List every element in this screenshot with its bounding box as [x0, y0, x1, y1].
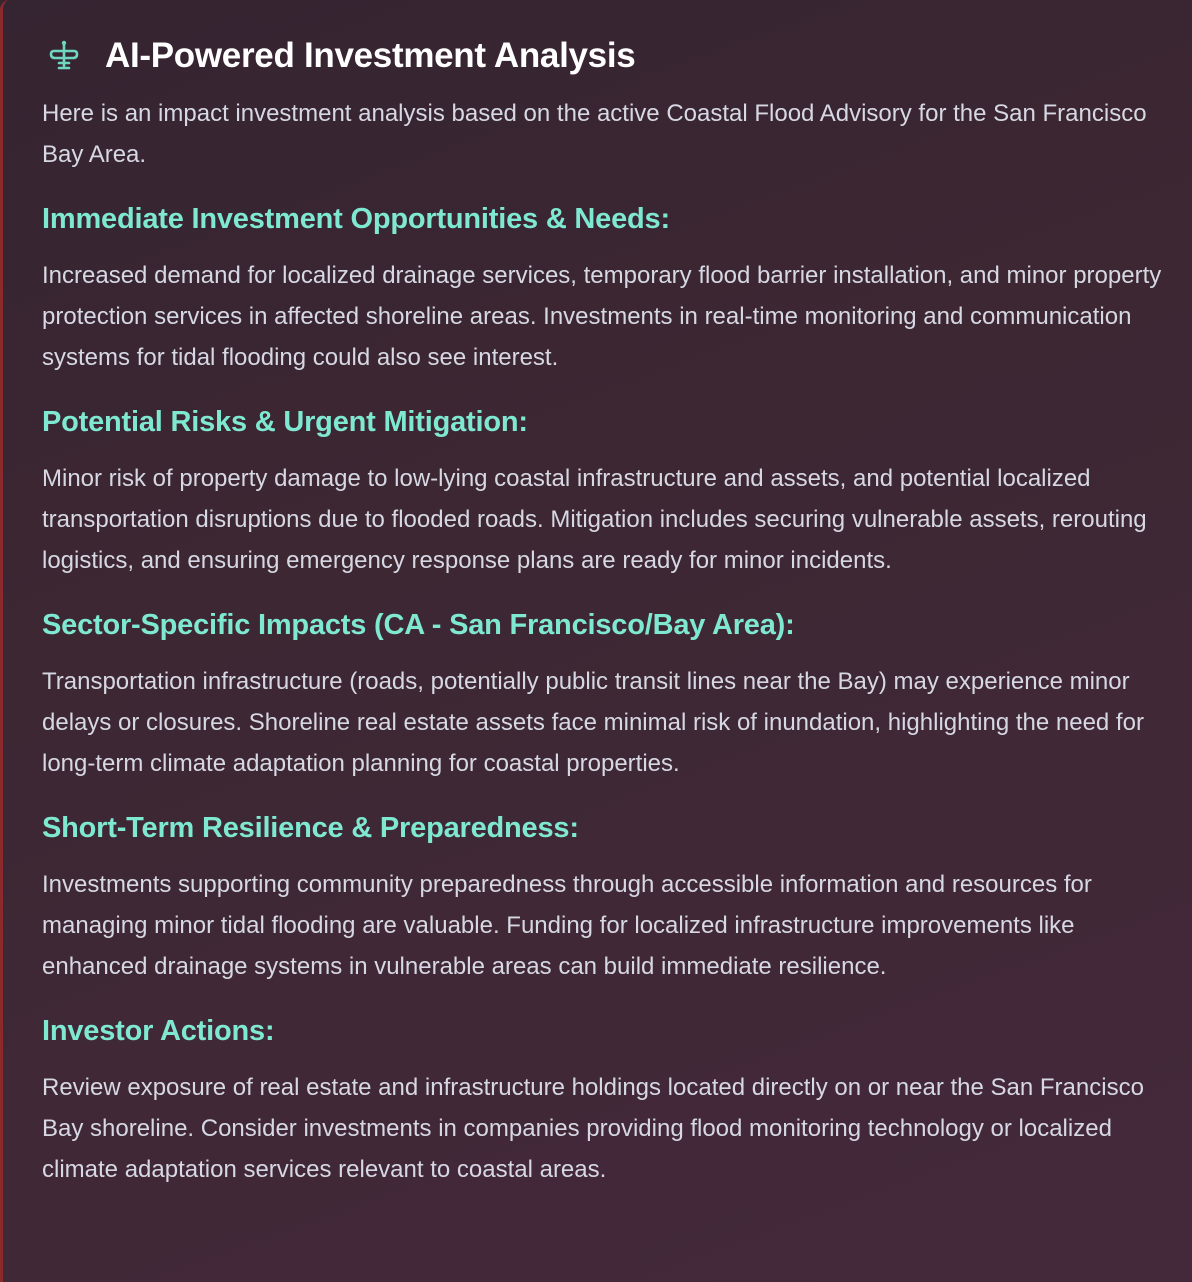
section-heading: Immediate Investment Opportunities & Needs:: [42, 203, 670, 235]
section-body: Review exposure of real estate and infrastructure holdings located directly on or near the San Francisco Bay shoreline. Consider investments in companies providing flood monitoring technology or localized climate adaptation services relevant to coastal areas.: [42, 1074, 1144, 1183]
section-resilience-preparedness: [42, 806, 1192, 987]
section-body: Transportation infrastructure (roads, potentially public transit lines near the Bay) may experience minor delays or closures. Shoreline real estate assets face minimal risk of inundation, highlighting the need for long-term climate adaptation planning for coastal properties.: [42, 668, 1144, 777]
intro-text: Here is an impact investment analysis based on the active Coastal Flood Advisory for the San Francisco Bay Area.: [42, 100, 1147, 168]
section-investor-actions: [42, 1009, 1192, 1190]
section-immediate-opportunities: [42, 197, 1192, 378]
section-body: Increased demand for localized drainage services, temporary flood barrier installation, and minor property protection services in affected shoreline areas. Investments in real-time monitoring and communication systems for tidal flooding could also see interest.: [42, 262, 1162, 371]
section-heading: Sector-Specific Impacts (CA - San Francisco/Bay Area):: [42, 609, 795, 641]
ai-beacon-icon: [45, 36, 85, 76]
card-header: [42, 33, 1192, 79]
section-heading: Potential Risks & Urgent Mitigation:: [42, 406, 528, 438]
page-title: AI-Powered Investment Analysis: [105, 36, 636, 75]
section-body: Investments supporting community preparedness through accessible information and resources for managing minor tidal flooding are valuable. Funding for localized infrastructure improvements like enhanced drainage systems in vulnerable areas can build immediate resilience.: [42, 871, 1092, 980]
section-heading: Investor Actions:: [42, 1015, 275, 1047]
section-risks-mitigation: [42, 400, 1192, 581]
section-body: Minor risk of property damage to low-lying coastal infrastructure and assets, and potential localized transportation disruptions due to flooded roads. Mitigation includes securing vulnerable assets, rerouting logistics, and ensuring emergency response plans are ready for minor incidents.: [42, 465, 1147, 574]
section-heading: Short-Term Resilience & Preparedness:: [42, 812, 579, 844]
section-sector-impacts: [42, 603, 1192, 784]
